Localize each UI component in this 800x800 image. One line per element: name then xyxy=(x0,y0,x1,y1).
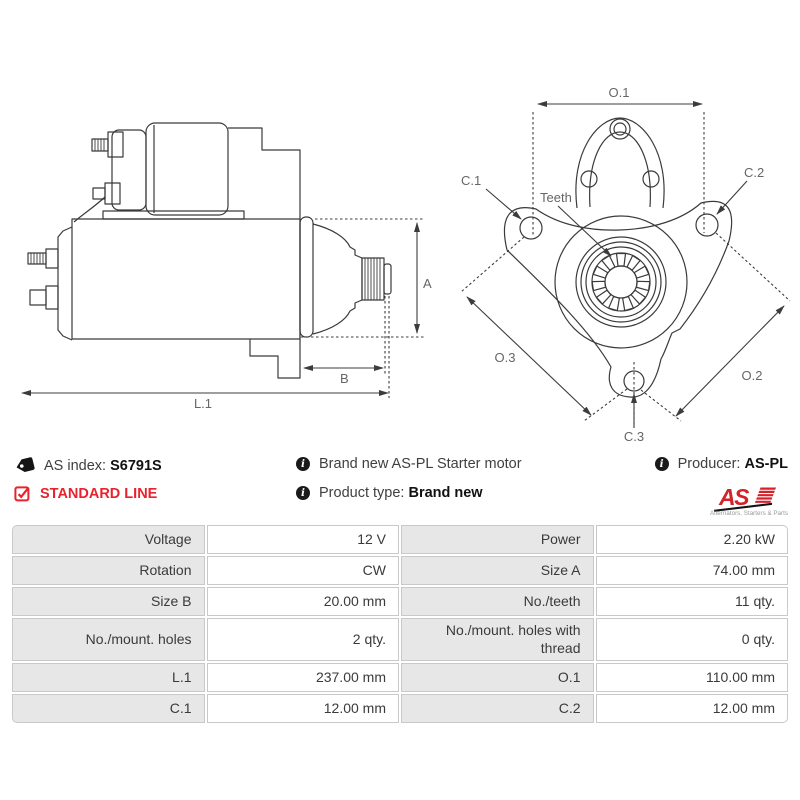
producer xyxy=(655,456,788,472)
spec-label: L.1 xyxy=(12,663,205,692)
spec-value: CW xyxy=(207,556,400,585)
tag-icon xyxy=(14,456,35,475)
product-line-label: STANDARD LINE xyxy=(40,485,158,502)
product-description xyxy=(296,456,522,472)
dim-label-o3: O.3 xyxy=(494,350,516,365)
dim-label-c2: C.2 xyxy=(744,165,765,180)
spec-value: 20.00 mm xyxy=(207,587,400,616)
spec-value: 12 V xyxy=(207,525,400,554)
spec-value: 11 qty. xyxy=(596,587,789,616)
spec-label: Size B xyxy=(12,587,205,616)
spec-value: 0 qty. xyxy=(596,618,789,661)
dim-label-a: A xyxy=(423,276,432,291)
logo-tagline: Alternators, Starters & Parts xyxy=(710,510,788,517)
dim-label-o2: O.2 xyxy=(741,368,763,383)
logo-text: AS xyxy=(719,484,748,510)
spec-value: 74.00 mm xyxy=(596,556,789,585)
starter-side-view xyxy=(28,123,391,378)
spec-label: Rotation xyxy=(12,556,205,585)
spec-label: O.1 xyxy=(401,663,594,692)
spec-label: No./mount. holes xyxy=(12,618,205,661)
dim-label-b: B xyxy=(340,371,349,386)
info-icon: i xyxy=(296,486,310,500)
starter-front-view xyxy=(504,118,731,397)
checkbox-checked-icon xyxy=(14,485,31,502)
producer-label: Producer: xyxy=(677,456,741,472)
spec-table xyxy=(12,525,788,723)
spec-label: Power xyxy=(401,525,594,554)
spec-value: 110.00 mm xyxy=(596,663,789,692)
side-view-dimensions xyxy=(22,219,424,398)
as-pl-logo xyxy=(708,483,790,517)
spec-value: 237.00 mm xyxy=(207,663,400,692)
spec-value: 12.00 mm xyxy=(207,694,400,723)
producer-value: AS-PL xyxy=(744,456,788,472)
as-index-label: AS index: xyxy=(44,457,107,474)
teeth-label: Teeth xyxy=(540,190,572,205)
as-index-value: S6791S xyxy=(110,457,162,474)
spec-value: 2.20 kW xyxy=(596,525,789,554)
dim-label-c3: C.3 xyxy=(623,429,645,444)
spec-label: No./mount. holes with thread xyxy=(401,618,594,661)
spec-value: 2 qty. xyxy=(207,618,400,661)
spec-label: Size A xyxy=(401,556,594,585)
logo-stripes xyxy=(755,488,776,503)
product-type xyxy=(296,485,483,501)
spec-label: Voltage xyxy=(12,525,205,554)
product-line xyxy=(14,485,157,502)
as-index xyxy=(14,456,162,475)
spec-label: No./teeth xyxy=(401,587,594,616)
info-icon: i xyxy=(296,457,310,471)
description-text: Brand new AS-PL Starter motor xyxy=(319,456,522,472)
dim-label-o1: O.1 xyxy=(608,85,630,100)
dim-label-l1: L.1 xyxy=(193,396,213,411)
spec-label: C.1 xyxy=(12,694,205,723)
spec-label: C.2 xyxy=(401,694,594,723)
product-type-label: Product type: xyxy=(319,485,405,501)
pinion-teeth xyxy=(592,254,650,311)
spec-value: 12.00 mm xyxy=(596,694,789,723)
dim-label-c1: C.1 xyxy=(461,173,482,188)
info-icon: i xyxy=(655,457,669,471)
product-type-value: Brand new xyxy=(408,485,483,501)
